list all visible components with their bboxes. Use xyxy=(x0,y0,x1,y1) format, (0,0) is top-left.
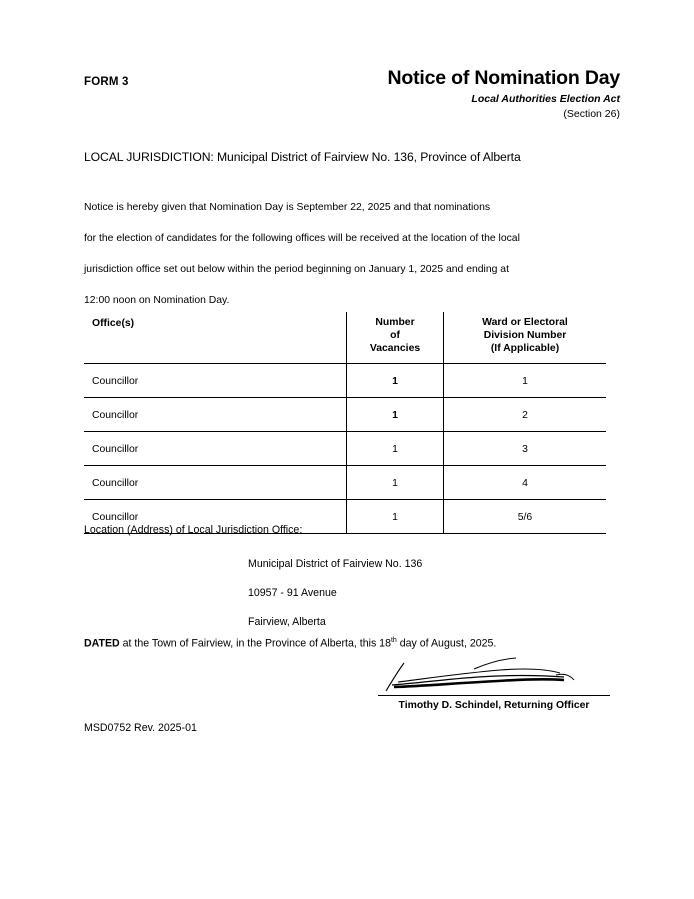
ward-header-line-3: (If Applicable) xyxy=(490,343,560,354)
cell-ward: 5/6 xyxy=(444,500,607,534)
table-row xyxy=(84,398,606,432)
column-header-office: Office(s) xyxy=(84,312,347,364)
local-jurisdiction-line: LOCAL JURISDICTION: Municipal District of Fairview No. 136, Province of Alberta xyxy=(84,150,521,164)
notice-line-2: for the election of candidates for the following offices will be received at the location of the local xyxy=(84,233,520,244)
form-revision-footer: MSD0752 Rev. 2025-01 xyxy=(84,722,197,734)
dated-line xyxy=(84,637,496,650)
dated-text-b: day of August, 2025. xyxy=(396,637,497,650)
signature-line xyxy=(378,695,610,696)
cell-vacancies: 1 xyxy=(347,466,444,500)
location-label: Location (Address) of Local Jurisdiction Office: xyxy=(84,524,303,536)
table-row xyxy=(84,432,606,466)
signature-area xyxy=(378,655,608,715)
signature-name: Timothy D. Schindel, Returning Officer xyxy=(398,700,590,711)
cell-office: Councillor xyxy=(84,500,347,534)
cell-ward: 4 xyxy=(444,466,607,500)
column-header-ward xyxy=(444,312,607,364)
vacancies-header-line-2: of xyxy=(390,330,400,341)
offices-table xyxy=(84,312,606,534)
table-header-row xyxy=(84,312,606,364)
form-number: FORM 3 xyxy=(84,76,129,88)
address-line-2: 10957 - 91 Avenue xyxy=(248,587,337,599)
ward-header-line-1: Ward or Electoral xyxy=(482,317,568,328)
cell-vacancies: 1 xyxy=(347,398,444,432)
location-address xyxy=(248,550,422,637)
cell-vacancies: 1 xyxy=(347,364,444,398)
column-header-vacancies xyxy=(347,312,444,364)
act-reference: Local Authorities Election Act xyxy=(471,93,620,106)
notice-paragraph xyxy=(84,192,604,316)
ward-header-line-2: Division Number xyxy=(483,330,567,341)
cell-ward: 2 xyxy=(444,398,607,432)
title-block xyxy=(388,68,620,121)
notice-line-4: 12:00 noon on Nomination Day. xyxy=(84,295,230,306)
section-reference: (Section 26) xyxy=(563,108,620,121)
vacancies-header-line-3: Vacancies xyxy=(369,343,421,354)
cell-office: Councillor xyxy=(84,466,347,500)
cell-vacancies: 1 xyxy=(347,432,444,466)
dated-text-a: at the Town of Fairview, in the Province of Alberta, this 18 xyxy=(119,637,391,650)
address-line-1: Municipal District of Fairview No. 136 xyxy=(248,558,423,570)
table-row xyxy=(84,364,606,398)
vacancies-header-line-1: Number xyxy=(375,317,415,328)
document-header xyxy=(84,68,620,128)
cell-vacancies: 1 xyxy=(347,500,444,534)
cell-office: Councillor xyxy=(84,432,347,466)
address-line-3: Fairview, Alberta xyxy=(248,616,326,628)
cell-ward: 1 xyxy=(444,364,607,398)
cell-office: Councillor xyxy=(84,364,347,398)
signature-mark-icon xyxy=(378,655,608,699)
page-title: Notice of Nomination Day xyxy=(387,67,620,89)
dated-superscript: th xyxy=(390,637,397,644)
cell-office: Councillor xyxy=(84,398,347,432)
dated-keyword: DATED xyxy=(84,637,120,650)
cell-ward: 3 xyxy=(444,432,607,466)
notice-line-3: jurisdiction office set out below within the period beginning on January 1, 2025 and ending at xyxy=(84,264,509,275)
notice-line-1: Notice is hereby given that Nomination Day is September 22, 2025 and that nominations xyxy=(84,202,491,213)
table-row xyxy=(84,466,606,500)
offices-table-container xyxy=(84,312,606,534)
